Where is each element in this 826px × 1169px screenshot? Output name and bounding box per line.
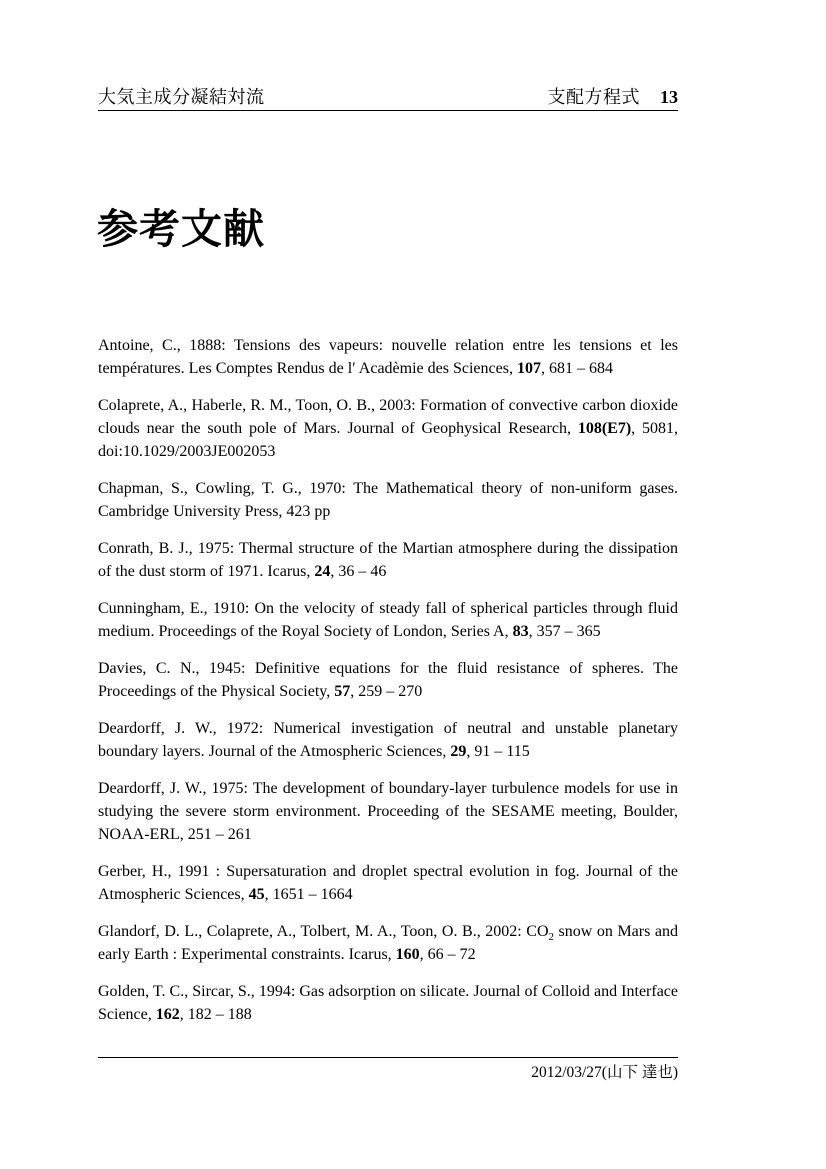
- reference-item: [98, 860, 678, 906]
- reference-text: , 36 – 46: [330, 563, 387, 580]
- reference-text: Deardorff, J. W., 1972: Numerical investigation of neutral and unstable planetary boundary layers. Journal of the Atmospheric Sciences,: [98, 720, 678, 760]
- reference-item: [98, 537, 678, 583]
- reference-text: , 259 – 270: [350, 683, 423, 700]
- reference-text: , 1651 – 1664: [264, 886, 353, 903]
- page-number: 13: [660, 87, 678, 107]
- references-list: [98, 334, 678, 1040]
- chapter-title: 参考文献: [97, 206, 265, 252]
- reference-text: Cunningham, E., 1910: On the velocity of steady fall of spherical particles through fluid medium. Proceedings of the Royal Society of London, Series A,: [98, 600, 678, 640]
- reference-text: Glandorf, D. L., Colaprete, A., Tolbert, M. A., Toon, O. B., 2002: CO: [98, 923, 549, 940]
- reference-item: [98, 477, 678, 523]
- reference-text: Golden, T. C., Sircar, S., 1994: Gas adsorption on silicate. Journal of Colloid and Interface Science,: [98, 983, 678, 1023]
- reference-volume: 45: [248, 886, 265, 903]
- reference-text: , 91 – 115: [466, 743, 530, 760]
- reference-item: [98, 334, 678, 380]
- header-right-group: [548, 88, 679, 106]
- reference-text: 2: [548, 931, 554, 944]
- reference-text: , 5081, doi:10.1029/2003JE002053: [98, 420, 679, 460]
- reference-text: , 357 – 365: [528, 623, 601, 640]
- reference-text: , 182 – 188: [179, 1006, 252, 1023]
- reference-text: Antoine, C., 1888: Tensions des vapeurs: nouvelle relation entre les tensions et les températures. Les Comptes Rendus de l′ Acadèmie des Sciences,: [98, 337, 678, 377]
- reference-text: Conrath, B. J., 1975: Thermal structure of the Martian atmosphere during the dissipation of the dust storm of 1971. Icarus,: [98, 540, 678, 580]
- reference-item: [98, 920, 678, 966]
- reference-text: Davies, C. N., 1945: Definitive equations for the fluid resistance of spheres. The Proceedings of the Physical Society,: [98, 660, 678, 700]
- page-header: [98, 84, 678, 111]
- reference-volume: 108(E7): [577, 420, 632, 437]
- reference-text: Gerber, H., 1991 : Supersaturation and droplet spectral evolution in fog. Journal of the Atmospheric Sciences,: [98, 863, 678, 903]
- reference-item: [98, 717, 678, 763]
- reference-volume: 162: [155, 1006, 180, 1023]
- reference-item: [98, 394, 678, 463]
- reference-text: , 66 – 72: [419, 946, 476, 963]
- reference-volume: 57: [334, 683, 351, 700]
- footer-rule: [98, 1057, 678, 1058]
- reference-text: , 681 – 684: [540, 360, 613, 377]
- reference-text: Chapman, S., Cowling, T. G., 1970: The Mathematical theory of non-uniform gases. Cambridge University Press, 423 pp: [98, 480, 678, 520]
- reference-volume: 29: [450, 743, 467, 760]
- footer-date-author: 2012/03/27(山下 達也): [531, 1064, 678, 1081]
- reference-item: [98, 657, 678, 703]
- reference-text: Deardorff, J. W., 1975: The development of boundary-layer turbulence models for use in studying the severe storm environment. Proceeding of the SESAME meeting, Boulder, NOAA-ERL, 251 – 261: [98, 780, 678, 843]
- reference-volume: 24: [314, 563, 331, 580]
- reference-item: [98, 597, 678, 643]
- reference-volume: 107: [516, 360, 541, 377]
- header-left-title: 大気主成分凝結対流: [98, 87, 265, 107]
- reference-text: Colaprete, A., Haberle, R. M., Toon, O. B., 2003: Formation of convective carbon dioxide clouds near the south pole of Mars. Journal of Geophysical Research,: [98, 397, 678, 437]
- reference-volume: 160: [395, 946, 420, 963]
- reference-item: [98, 777, 678, 846]
- reference-item: [98, 980, 678, 1026]
- reference-text: snow on Mars and early Earth : Experimental constraints. Icarus,: [98, 923, 678, 963]
- header-right-title: 支配方程式: [547, 87, 640, 107]
- reference-volume: 83: [512, 623, 529, 640]
